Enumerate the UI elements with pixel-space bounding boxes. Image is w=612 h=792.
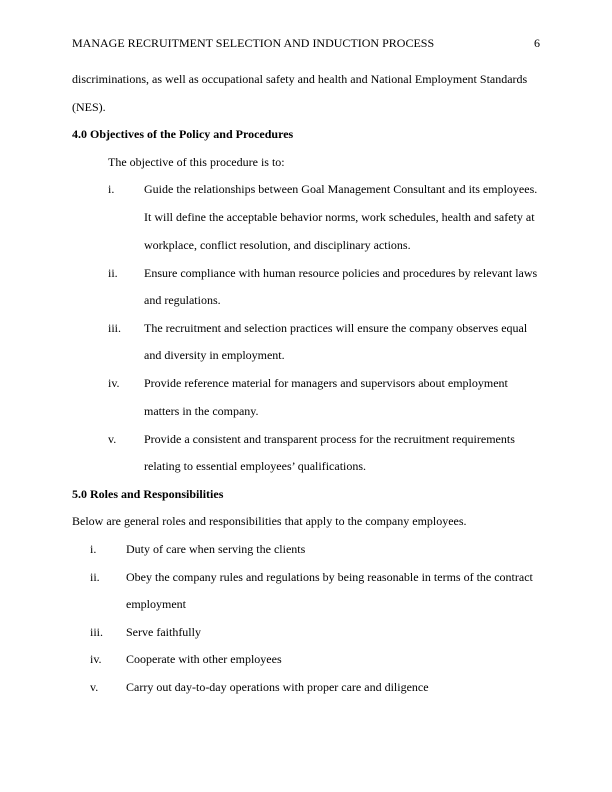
section-4-lead: The objective of this procedure is to: [108, 155, 285, 169]
list-item-numeral: iii. [108, 321, 122, 335]
intro-line-1: discriminations, as well as occupational safety and health and National Employment Standards [72, 72, 528, 86]
list-item-text: Duty of care when serving the clients [126, 542, 306, 556]
list-item-text: It will define the acceptable behavior norms, work schedules, health and safety at [144, 210, 535, 224]
running-header [72, 36, 540, 52]
list-item-text: Carry out day-to-day operations with proper care and diligence [126, 680, 429, 694]
section-4-heading: 4.0 Objectives of the Policy and Procedures [72, 127, 294, 141]
list-item-numeral: ii. [90, 570, 100, 584]
list-item-text: Guide the relationships between Goal Management Consultant and its employees. [144, 182, 538, 196]
list-item-numeral: i. [90, 542, 97, 556]
list-item-text: employment [126, 597, 186, 611]
list-item-text: Ensure compliance with human resource policies and procedures by relevant laws [144, 266, 538, 280]
list-item-numeral: ii. [108, 266, 118, 280]
list-item-text: Cooperate with other employees [126, 652, 282, 666]
list-item-numeral: iii. [90, 625, 104, 639]
list-item-text: relating to essential employees’ qualifications. [144, 459, 367, 473]
list-item-numeral: v. [90, 680, 99, 694]
intro-line-2: (NES). [72, 100, 106, 114]
list-item-text: Obey the company rules and regulations by being reasonable in terms of the contract [126, 570, 533, 584]
list-item-text: Provide reference material for managers and supervisors about employment [144, 376, 508, 390]
list-item-text: and regulations. [144, 293, 221, 307]
list-item-numeral: iv. [90, 652, 102, 666]
list-item-text: and diversity in employment. [144, 348, 285, 362]
list-item-numeral: v. [108, 432, 117, 446]
list-item-text: Provide a consistent and transparent process for the recruitment requirements [144, 432, 515, 446]
list-item-text: Serve faithfully [126, 625, 201, 639]
list-item-text: matters in the company. [144, 404, 259, 418]
section-5-heading: 5.0 Roles and Responsibilities [72, 487, 224, 501]
header-title: MANAGE RECRUITMENT SELECTION AND INDUCTION PROCESS [72, 36, 435, 50]
list-item-numeral: iv. [108, 376, 120, 390]
page-number: 6 [534, 36, 540, 50]
list-item-text: The recruitment and selection practices will ensure the company observes equal [144, 321, 528, 335]
section-5-lead: Below are general roles and responsibilities that apply to the company employees. [72, 514, 467, 528]
list-item-numeral: i. [108, 182, 115, 196]
list-item-text: workplace, conflict resolution, and disciplinary actions. [144, 238, 411, 252]
